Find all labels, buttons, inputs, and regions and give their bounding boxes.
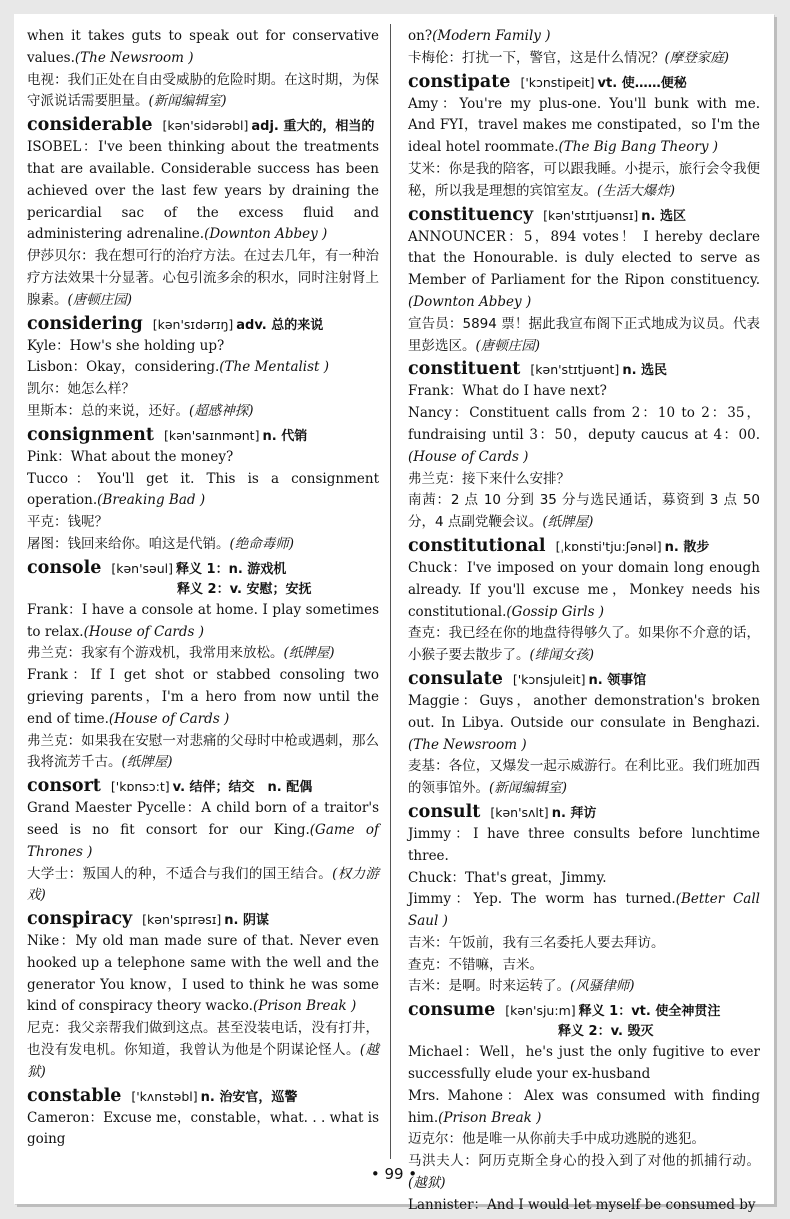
line-text: Grand Maester Pycelle：A child born of a traitor's seed is no fit consort for our King. bbox=[27, 800, 379, 838]
headword: constipate bbox=[408, 71, 511, 92]
source-title: (Downton Abbey ) bbox=[204, 226, 328, 243]
definition: v. 结伴；结交 n. 配偶 bbox=[172, 780, 313, 796]
source-title: (Prison Break ) bbox=[438, 1109, 542, 1126]
headword: conspiracy bbox=[27, 909, 133, 930]
source-title: (超感神探) bbox=[189, 402, 254, 419]
line-text: ISOBEL：I've been thinking about the treatments that are available. Considerable success has been achieved over the last few years by draining the pericardial sac of the excess fluid and administering adrenaline. bbox=[27, 139, 379, 243]
translation-line bbox=[408, 48, 760, 70]
example-line bbox=[27, 798, 379, 863]
source-title: (Better Call Saul ) bbox=[408, 891, 760, 930]
line-text: Tucco：You'll get it. This is a consignment operation. bbox=[27, 470, 379, 509]
line-text: 马洪夫人：阿历克斯全身心的投入到了对他的抓捕行动。 bbox=[408, 1153, 760, 1170]
line-text: 尼克：我父亲帮我们做到这点。甚至没装电话，没有打井，也没有发电机。你知道，我曾认为他是个阴谋论怪人。 bbox=[27, 1020, 379, 1059]
right-column bbox=[408, 26, 760, 1217]
page-number: • 99 • bbox=[370, 1165, 418, 1183]
entry-heading bbox=[408, 357, 760, 381]
translation-line bbox=[27, 401, 379, 423]
line-text: 里斯本：总的来说，还好。 bbox=[27, 402, 189, 419]
example-line bbox=[27, 26, 379, 70]
definition: adj. 重大的，相当的 bbox=[251, 119, 375, 135]
line-text: 卡梅伦：打扰一下，警官，这是什么情况？ bbox=[408, 49, 665, 66]
dictionary-entry bbox=[408, 998, 760, 1216]
example-line bbox=[408, 824, 760, 868]
dictionary-entry bbox=[408, 534, 760, 667]
headword: consort bbox=[27, 776, 101, 797]
line-text: 伊莎贝尔：我在想可行的治疗方法。在过去几年，有一种治疗方法效果十分显著。心包引流多余的积水，同时注射肾上腺素。 bbox=[27, 248, 379, 308]
source-title: (唐顿庄园) bbox=[67, 291, 133, 308]
dictionary-page bbox=[14, 14, 774, 1213]
example-line bbox=[408, 1042, 760, 1086]
dictionary-entry bbox=[408, 667, 760, 800]
definition: n. 拜访 bbox=[551, 805, 597, 821]
example-line bbox=[27, 469, 379, 513]
translation-line bbox=[408, 933, 760, 955]
line-text: Jimmy：Yep. The worm has turned. bbox=[408, 891, 676, 908]
headword: constituent bbox=[408, 359, 521, 380]
line-text: when it takes guts to speak out for conservative values. bbox=[27, 28, 379, 66]
example-line bbox=[408, 558, 760, 623]
translation-line bbox=[408, 1129, 760, 1151]
line-text: 艾米：你是我的陪客，可以跟我睡。小提示，旅行会令我便秘，所以我是理想的宾馆室友。 bbox=[408, 160, 760, 199]
headword: constitutional bbox=[408, 535, 546, 556]
line-text: 吉米：是啊。时来运转了。 bbox=[408, 978, 570, 995]
translation-line bbox=[27, 1018, 379, 1083]
source-title: (House of Cards ) bbox=[83, 623, 205, 640]
source-title: (纸牌屋) bbox=[283, 645, 335, 662]
line-text: Maggie：Guys，another demonstration's broken out. In Libya. Outside our consulate in Benghazi. bbox=[408, 692, 760, 731]
definition: adv. 总的来说 bbox=[236, 317, 324, 333]
line-text: 大学士：叛国人的种，不适合与我们的国王结合。 bbox=[27, 865, 333, 882]
dictionary-entry bbox=[27, 556, 379, 774]
pronunciation: [kən'spɪrəsɪ] bbox=[142, 912, 222, 928]
translation-line bbox=[408, 623, 760, 667]
source-title: (越狱) bbox=[408, 1175, 446, 1192]
example-line bbox=[408, 1195, 760, 1217]
dictionary-entry bbox=[27, 26, 379, 113]
example-line bbox=[408, 381, 760, 403]
pronunciation: [kən'stɪtjuənt] bbox=[530, 362, 620, 378]
headword: consult bbox=[408, 801, 481, 822]
definition: n. 阴谋 bbox=[224, 913, 270, 929]
line-text: Nancy：Constituent calls from 2：10 to 2：35，fundraising until 3：50，deputy caucus at 4：00. bbox=[408, 405, 760, 443]
line-text: Mrs. Mahone：Alex was consumed with finding him. bbox=[408, 1087, 760, 1126]
pronunciation: [kən'stɪtjuənsɪ] bbox=[543, 207, 639, 223]
pronunciation: [ˌkɒnsti'tju:ʃənəl] bbox=[555, 538, 662, 554]
dictionary-entry bbox=[27, 312, 379, 423]
translation-line bbox=[408, 756, 760, 800]
definition: n. 选区 bbox=[641, 208, 687, 224]
example-line bbox=[27, 600, 379, 644]
source-title: (权力游戏) bbox=[27, 865, 379, 904]
definition: 释义 1：n. 游戏机 bbox=[176, 561, 287, 577]
example-line bbox=[27, 447, 379, 469]
pronunciation: [kən'sidərəbl] bbox=[162, 118, 249, 134]
translation-line bbox=[27, 643, 379, 665]
source-title: (风骚律师) bbox=[570, 978, 635, 995]
pronunciation: ['kɔnstipeit] bbox=[520, 74, 595, 90]
entry-heading bbox=[27, 774, 379, 798]
source-title: (越狱) bbox=[27, 1042, 379, 1080]
source-title: (唐顿庄园) bbox=[475, 337, 541, 354]
line-text: on? bbox=[408, 28, 433, 44]
source-title: (生活大爆炸) bbox=[597, 182, 676, 199]
pronunciation: [kən'sʌlt] bbox=[490, 804, 549, 820]
source-title: (纸牌屋) bbox=[542, 514, 594, 531]
pronunciation: [kən'saɪnmənt] bbox=[163, 427, 260, 443]
source-title: (新闻编辑室) bbox=[489, 780, 568, 797]
source-title: (House of Cards ) bbox=[108, 710, 230, 727]
definition: vt. 使……便秘 bbox=[597, 75, 687, 91]
definition: n. 散步 bbox=[664, 539, 710, 555]
pronunciation: [kən'səul] bbox=[111, 560, 173, 576]
line-text: Nike：My old man made sure of that. Never even hooked up a telephone same with the well and the generator You know，I used to think he was some kind of conspiracy theory wacko. bbox=[27, 933, 379, 1015]
pronunciation: [kən'sju:m] bbox=[505, 1003, 576, 1019]
line-text: Kyle：How's she holding up? bbox=[27, 337, 225, 354]
translation-line bbox=[27, 512, 379, 534]
dictionary-entry bbox=[408, 357, 760, 534]
source-title: (新闻编辑室) bbox=[148, 93, 227, 110]
line-text: Cameron：Excuse me，constable，what. . . what is going bbox=[27, 1109, 379, 1148]
entry-heading bbox=[27, 1084, 379, 1108]
line-text: 宣告员：5894 票！据此我宣布阁下正式地成为议员。代表里彭选区。 bbox=[408, 315, 760, 354]
example-line bbox=[27, 1108, 379, 1152]
definition: n. 治安官，巡警 bbox=[200, 1089, 298, 1105]
headword: console bbox=[27, 557, 102, 578]
line-text: 平克：钱呢？ bbox=[27, 514, 108, 531]
headword: constituency bbox=[408, 204, 534, 225]
pronunciation: [kən'sɪdərɪŋ] bbox=[152, 316, 234, 332]
source-title: (绝命毒师) bbox=[229, 535, 295, 552]
line-text: 吉米：午饭前，我有三名委托人要去拜访。 bbox=[408, 934, 665, 951]
pronunciation: ['kɔnsjuleit] bbox=[512, 671, 586, 687]
line-text: 麦基：各位，又爆发一起示威游行。在利比亚。我们班加西的领事馆外。 bbox=[408, 758, 760, 797]
headword: consulate bbox=[408, 668, 503, 689]
line-text: 电视：我们正处在自由受威胁的危险时期。在这时期，为保守派说话需要胆量。 bbox=[27, 71, 379, 110]
headword: consume bbox=[408, 1000, 496, 1021]
source-title: (Downton Abbey ) bbox=[408, 293, 532, 310]
dictionary-entry bbox=[408, 203, 760, 358]
example-line bbox=[27, 336, 379, 358]
line-text: 弗兰克：如果我在安慰一对悲痛的父母时中枪或遇刺，那么我将流芳千古。 bbox=[27, 732, 379, 771]
example-line bbox=[408, 26, 760, 48]
pronunciation: ['kʌnstəbl] bbox=[131, 1088, 198, 1104]
translation-line bbox=[27, 864, 379, 908]
dictionary-entry bbox=[408, 26, 760, 70]
translation-line bbox=[27, 70, 379, 114]
headword: consignment bbox=[27, 424, 154, 445]
line-text: Lannister：And I would let myself be consumed by bbox=[408, 1196, 756, 1213]
headword: considerable bbox=[27, 115, 153, 136]
source-title: (摩登家庭) bbox=[664, 49, 730, 66]
translation-line bbox=[27, 731, 379, 775]
translation-line bbox=[408, 490, 760, 534]
translation-line bbox=[27, 246, 379, 311]
line-text: Jimmy：I have three consults before lunchtime three. bbox=[408, 825, 760, 864]
line-text: 屠图：钱回来给你。咱这是代销。 bbox=[27, 535, 230, 552]
line-text: 查克：不错嘛，吉米。 bbox=[408, 956, 543, 973]
entry-heading bbox=[408, 667, 760, 691]
definition: n. 领事馆 bbox=[588, 672, 647, 688]
translation-line bbox=[408, 159, 760, 203]
headword: considering bbox=[27, 313, 143, 334]
translation-line bbox=[408, 469, 760, 491]
entry-heading bbox=[408, 534, 760, 558]
dictionary-entry bbox=[27, 113, 379, 311]
line-text: Chuck：I've imposed on your domain long enough already. If you'll excuse me，Monkey needs his constitutional. bbox=[408, 559, 760, 620]
source-title: (Gossip Girls ) bbox=[506, 603, 605, 620]
line-text: Amy：You're my plus-one. You'll bunk with me. And FYI，travel makes me constipated，so I'm the ideal hotel roommate. bbox=[408, 95, 760, 156]
line-text: 弗兰克：我家有个游戏机，我常用来放松。 bbox=[27, 645, 284, 662]
line-text: Lisbon：Okay，considering. bbox=[27, 359, 220, 376]
definition: n. 代销 bbox=[262, 428, 308, 444]
example-line bbox=[408, 691, 760, 756]
definition-secondary: 释义 2：v. 毁灭 bbox=[558, 1024, 654, 1040]
example-line bbox=[27, 665, 379, 730]
dictionary-entry bbox=[27, 774, 379, 907]
source-title: (Breaking Bad ) bbox=[97, 492, 206, 509]
line-text: 迈克尔：他是唯一从你前夫手中成功逃脱的逃犯。 bbox=[408, 1131, 705, 1148]
translation-line bbox=[408, 314, 760, 358]
source-title: (House of Cards ) bbox=[408, 448, 529, 465]
source-title: (绯闻女孩) bbox=[529, 647, 595, 664]
example-line bbox=[408, 868, 760, 890]
definition: 释义 1：vt. 使全神贯注 bbox=[578, 1004, 721, 1020]
dictionary-entry bbox=[27, 423, 379, 556]
line-text: 南茜：2 点 10 分到 35 分与选民通话，募资到 3 点 50 分，4 点副党鞭会议。 bbox=[408, 492, 760, 531]
example-line bbox=[408, 1086, 760, 1130]
source-title: (Modern Family ) bbox=[432, 28, 551, 44]
pronunciation: ['kɒnsɔ:t] bbox=[110, 779, 170, 795]
example-line bbox=[408, 227, 760, 314]
example-line bbox=[408, 94, 760, 159]
line-text: Pink：What about the money? bbox=[27, 448, 234, 465]
entry-heading bbox=[27, 312, 379, 336]
column-divider bbox=[390, 24, 391, 1159]
dictionary-entry bbox=[27, 907, 379, 1084]
left-column bbox=[27, 26, 379, 1151]
definition-secondary: 释义 2：v. 安慰；安抚 bbox=[177, 581, 312, 597]
source-title: (The Newsroom ) bbox=[74, 49, 194, 66]
dictionary-entry bbox=[27, 1084, 379, 1152]
source-title: (Game of Thrones ) bbox=[27, 821, 379, 860]
entry-heading bbox=[408, 998, 760, 1022]
line-text: 凯尔：她怎么样？ bbox=[27, 381, 135, 398]
line-text: Frank：I have a console at home. I play sometimes to relax. bbox=[27, 601, 379, 640]
line-text: Michael：Well，he's just the only fugitive to ever successfully elude your ex-husband bbox=[408, 1044, 760, 1083]
entry-heading bbox=[408, 800, 760, 824]
translation-line bbox=[27, 379, 379, 401]
entry-heading bbox=[408, 203, 760, 227]
source-title: (The Newsroom ) bbox=[408, 736, 527, 753]
example-line bbox=[408, 889, 760, 933]
definition: n. 选民 bbox=[622, 363, 668, 379]
headword: constable bbox=[27, 1085, 122, 1106]
entry-heading bbox=[408, 70, 760, 94]
line-text: Chuck：That's great，Jimmy. bbox=[408, 869, 607, 886]
translation-line bbox=[408, 976, 760, 998]
example-line bbox=[27, 357, 379, 379]
source-title: (The Big Bang Theory ) bbox=[558, 139, 718, 156]
source-title: (纸牌屋) bbox=[121, 754, 173, 771]
translation-line bbox=[27, 534, 379, 556]
entry-heading bbox=[27, 113, 379, 137]
example-line bbox=[27, 137, 379, 246]
source-title: (Prison Break ) bbox=[252, 998, 357, 1015]
line-text: 查克：我已经在你的地盘待得够久了。如果你不介意的话，小猴子要去散步了。 bbox=[408, 625, 760, 664]
source-title: (The Mentalist ) bbox=[219, 359, 330, 376]
translation-line bbox=[408, 955, 760, 977]
dictionary-entry bbox=[408, 70, 760, 203]
entry-heading bbox=[27, 907, 379, 931]
example-line bbox=[27, 931, 379, 1018]
line-text: ANNOUNCER：5，894 votes！ I hereby declare that the Honourable. is duly elected to serve as Member of Parliament for the Ripon constituency. bbox=[408, 228, 760, 289]
dictionary-entry bbox=[408, 800, 760, 998]
line-text: Frank：What do I have next? bbox=[408, 383, 607, 400]
entry-heading bbox=[27, 423, 379, 447]
entry-heading bbox=[27, 556, 379, 580]
example-line bbox=[408, 403, 760, 468]
line-text: Frank：If I get shot or stabbed consoling two grieving parents，I'm a hero from now until the end of time. bbox=[27, 667, 379, 727]
line-text: 弗兰克：接下来什么安排？ bbox=[408, 470, 570, 487]
